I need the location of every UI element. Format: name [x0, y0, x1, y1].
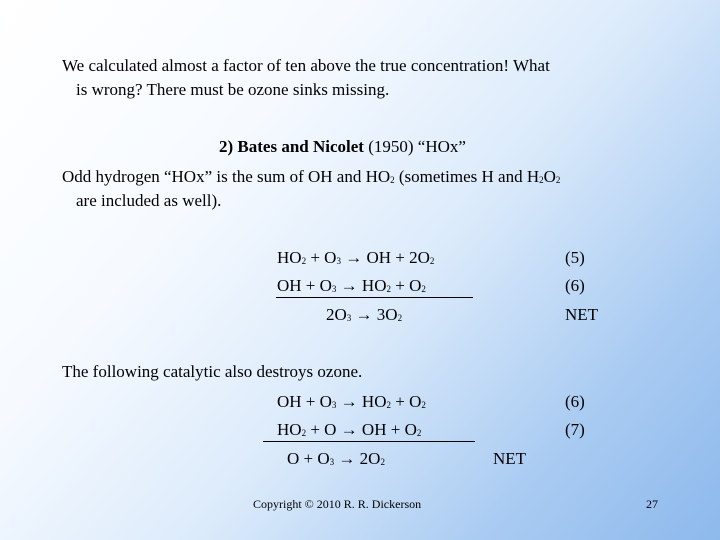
section-heading — [219, 136, 466, 158]
heading-bold: 2) Bates and Nicolet — [219, 137, 364, 156]
page-number: 27 — [646, 497, 658, 511]
cycle2-reaction-2-number: (7) — [565, 420, 585, 439]
cycle1-net-label: NET — [565, 305, 599, 324]
intro-line-1: We calculated almost a factor of ten above the true concentration! What — [62, 56, 550, 75]
cycle1-reaction-2: OH + $O_3 \to HO_2 + O_2$ — [277, 276, 426, 295]
cycle1-reaction-2-number: (6) — [565, 276, 585, 295]
cycle1-reaction-1-number: (5) — [565, 248, 585, 267]
copyright-notice: Copyright © 2010 R. R. Dickerson — [253, 497, 422, 511]
cycle2-net-reaction: $O + O_3 \to 2O_2$ — [287, 449, 385, 468]
cycle1-sum-rule — [276, 297, 473, 298]
intro-line-2: is wrong? There must be ozone sinks missing. — [76, 80, 390, 99]
definition-line-1: Odd hydrogen “HOx” is the sum of OH and $HO_2$ (sometimes H and $H_2O_2$ — [62, 167, 561, 186]
cycle1-reaction-1: $HO_2 + O_3$ → OH + $2O_2$ — [277, 248, 435, 267]
cycle1-net-reaction: $2O_3 \to 3O_2$ — [326, 305, 403, 324]
cycle2-reaction-1: OH + $O_3 \to HO_2 + O_2$ — [277, 392, 426, 411]
definition-line-2: are included as well). — [76, 191, 222, 210]
heading-rest: (1950) “HOx” — [363, 137, 466, 156]
cycle2-intro: The following catalytic also destroys ozone. — [62, 362, 363, 381]
cycle2-reaction-1-number: (6) — [565, 392, 585, 411]
cycle2-sum-rule — [263, 441, 475, 442]
cycle2-reaction-2: $HO_2 + O$ → OH + $O_2$ — [277, 420, 422, 439]
cycle2-net-label: NET — [493, 449, 527, 468]
